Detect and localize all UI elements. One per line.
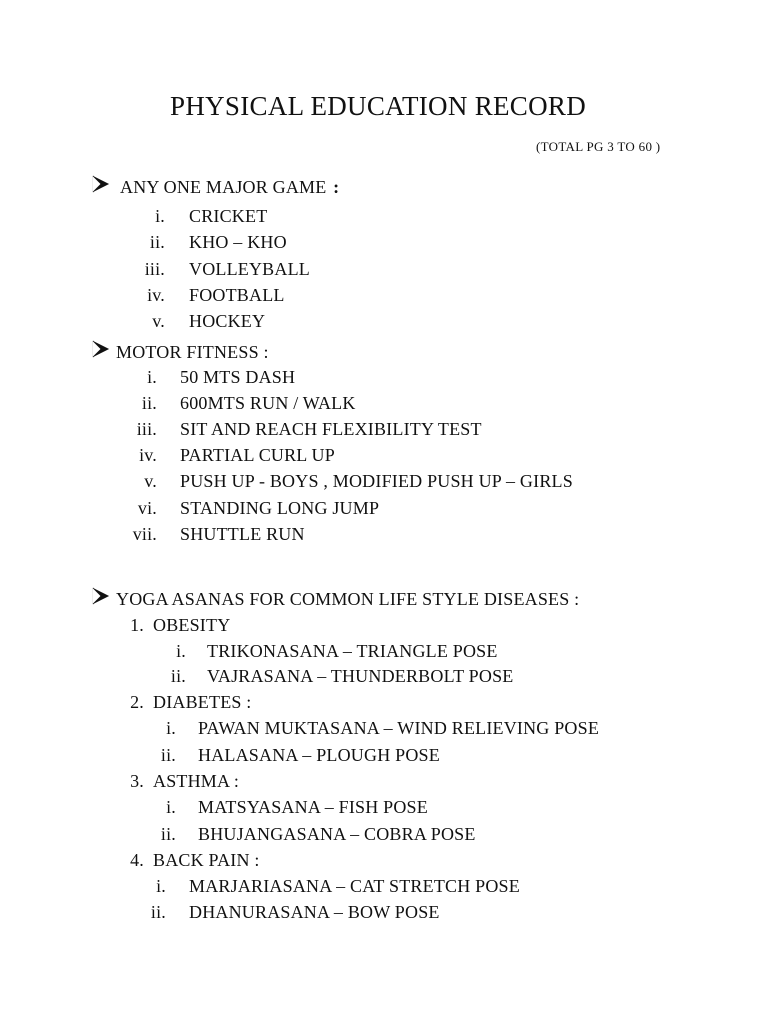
group-number: 2. [130,692,144,712]
list-item-number: i. [156,876,166,896]
list-item: KHO – KHO [189,232,287,252]
section-heading-major-game [120,176,339,198]
group-label-diabetes: DIABETES : [153,692,252,712]
list-item-number: ii. [150,902,166,922]
list-item: 600MTS RUN / WALK [180,393,356,413]
list-item: PAWAN MUKTASANA – WIND RELIEVING POSE [198,718,600,738]
page-range-note: (TOTAL PG 3 TO 60 ) [536,139,661,154]
list-item: VAJRASANA – THUNDERBOLT POSE [207,666,514,686]
list-item-number: i. [176,641,186,661]
group-number: 3. [130,771,144,791]
section-heading-text: ANY ONE MAJOR GAME [120,177,327,197]
list-item-number: ii. [160,824,176,844]
list-item: BHUJANGASANA – COBRA POSE [198,824,476,844]
list-item-number: iii. [136,419,157,439]
list-item-number: ii. [141,393,157,413]
list-item-number: ii. [170,666,186,686]
list-item-number: v. [152,311,165,331]
list-item: SIT AND REACH FLEXIBILITY TEST [180,419,482,439]
list-item-number: i. [155,206,165,226]
list-item: CRICKET [189,206,268,226]
group-label-obesity: OBESITY [153,615,231,635]
group-number: 4. [130,850,144,870]
group-label-asthma: ASTHMA : [153,771,240,791]
list-item: PARTIAL CURL UP [180,445,335,465]
list-item-number: i. [166,718,176,738]
list-item: MATSYASANA – FISH POSE [198,797,428,817]
list-item-number: i. [147,367,157,387]
arrow-bullet-icon [92,340,110,358]
list-item: HALASANA – PLOUGH POSE [198,745,440,765]
page-title: PHYSICAL EDUCATION RECORD [170,91,587,121]
list-item-number: ii. [149,232,165,252]
list-item-number: i. [166,797,176,817]
arrow-bullet-icon [92,587,110,605]
list-item-number: iii. [144,259,165,279]
list-item-number: vi. [137,498,157,518]
list-item: TRIKONASANA – TRIANGLE POSE [207,641,498,661]
list-item-number: iv. [139,445,157,465]
list-item-number: v. [144,471,157,491]
list-item-number: ii. [160,745,176,765]
list-item: FOOTBALL [189,285,285,305]
section-heading-colon: : [333,177,340,197]
group-label-back-pain: BACK PAIN : [153,850,260,870]
list-item-number: vii. [132,524,157,544]
arrow-bullet-icon [92,175,110,193]
list-item: 50 MTS DASH [180,367,296,387]
list-item: MARJARIASANA – CAT STRETCH POSE [189,876,520,896]
list-item: STANDING LONG JUMP [180,498,380,518]
section-heading-motor-fitness: MOTOR FITNESS : [116,342,269,362]
list-item: DHANURASANA – BOW POSE [189,902,440,922]
list-item-number: iv. [147,285,165,305]
section-heading-yoga: YOGA ASANAS FOR COMMON LIFE STYLE DISEASES : [116,589,580,609]
list-item: VOLLEYBALL [189,259,310,279]
list-item: HOCKEY [189,311,266,331]
group-number: 1. [130,615,144,635]
list-item: PUSH UP - BOYS , MODIFIED PUSH UP – GIRLS [180,471,573,491]
list-item: SHUTTLE RUN [180,524,305,544]
